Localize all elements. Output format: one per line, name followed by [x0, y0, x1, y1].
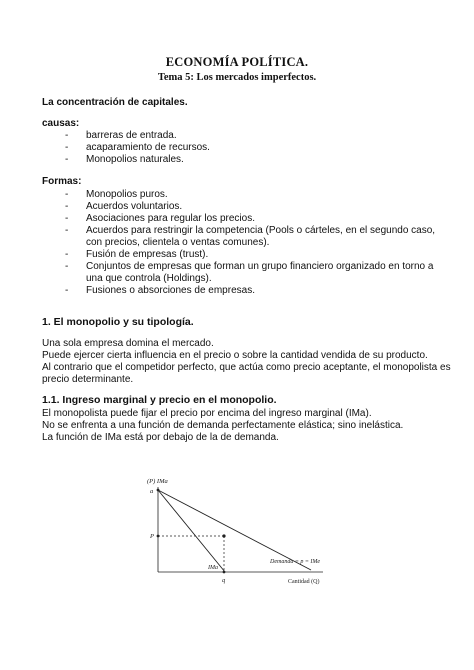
- list-bullet: -: [65, 130, 69, 141]
- list-bullet: -: [65, 249, 69, 260]
- marginal-revenue-label: IMa: [208, 565, 218, 571]
- paragraph-line: La función de IMa está por debajo de la de demanda.: [42, 432, 279, 443]
- formas-item: Fusiones o absorciones de empresas.: [86, 285, 255, 296]
- list-bullet: -: [65, 261, 69, 272]
- list-bullet: -: [65, 154, 69, 165]
- causas-item: Monopolios naturales.: [86, 154, 184, 165]
- quantity-label: q: [222, 577, 226, 584]
- intercept-label: a: [150, 488, 154, 495]
- section1-heading: 1. El monopolio y su tipología.: [42, 316, 194, 328]
- paragraph-line: Puede ejercer cierta influencia en el precio o sobre la cantidad vendida de su producto.: [42, 350, 428, 361]
- formas-item: Acuerdos voluntarios.: [86, 201, 183, 212]
- quantity-point: [223, 571, 226, 574]
- causas-label: causas:: [42, 118, 80, 129]
- paragraph-line: Una sola empresa domina el mercado.: [42, 338, 214, 349]
- x-axis-label: Cantidad (Q): [288, 579, 320, 585]
- formas-item-continuation: con precios, clientela o ventas comunes).: [86, 237, 270, 248]
- demand-line: [158, 490, 311, 570]
- formas-item: Acuerdos para restringir la competencia (Pools o cárteles, en el segundo caso,: [86, 225, 436, 236]
- formas-label: Formas:: [42, 176, 82, 187]
- paragraph-line: Al contrario que el competidor perfecto, que actúa como precio aceptante, el monopolista es: [42, 362, 451, 373]
- formas-item-continuation: una que controla (Holdings).: [86, 273, 212, 284]
- marginal-revenue-line: [158, 490, 225, 572]
- formas-item: Monopolios puros.: [86, 189, 168, 200]
- formas-item: Asociaciones para regular los precios.: [86, 213, 255, 224]
- y-axis-label: (P) IMa: [147, 478, 168, 485]
- section11-heading: 1.1. Ingreso marginal y precio en el monopolio.: [42, 394, 277, 406]
- formas-item: Fusión de empresas (trust).: [86, 249, 209, 260]
- list-bullet: -: [65, 142, 69, 153]
- paragraph-line: precio determinante.: [42, 374, 134, 385]
- concentration-heading: La concentración de capitales.: [42, 97, 188, 108]
- paragraph-line: No se enfrenta a una función de demanda perfectamente elástica; sino inelástica.: [42, 420, 404, 431]
- intercept-point: [157, 489, 160, 492]
- list-bullet: -: [65, 285, 69, 296]
- list-bullet: -: [65, 225, 69, 236]
- document-subtitle: Tema 5: Los mercados imperfectos.: [157, 72, 317, 83]
- causas-item: barreras de entrada.: [86, 130, 177, 141]
- price-point: [157, 535, 160, 538]
- price-label: P: [150, 533, 154, 540]
- list-bullet: -: [65, 189, 69, 200]
- demand-label: Demanda = p = IMe: [270, 559, 321, 565]
- list-bullet: -: [65, 213, 69, 224]
- formas-item: Conjuntos de empresas que forman un grupo financiero organizado en torno a: [86, 261, 434, 272]
- equilibrium-point: [222, 534, 225, 537]
- list-bullet: -: [65, 201, 69, 212]
- paragraph-line: El monopolista puede fijar el precio por encima del ingreso marginal (IMa).: [42, 408, 372, 419]
- document-title: ECONOMÍA POLÍTICA.: [165, 55, 309, 69]
- causas-item: acaparamiento de recursos.: [86, 142, 210, 153]
